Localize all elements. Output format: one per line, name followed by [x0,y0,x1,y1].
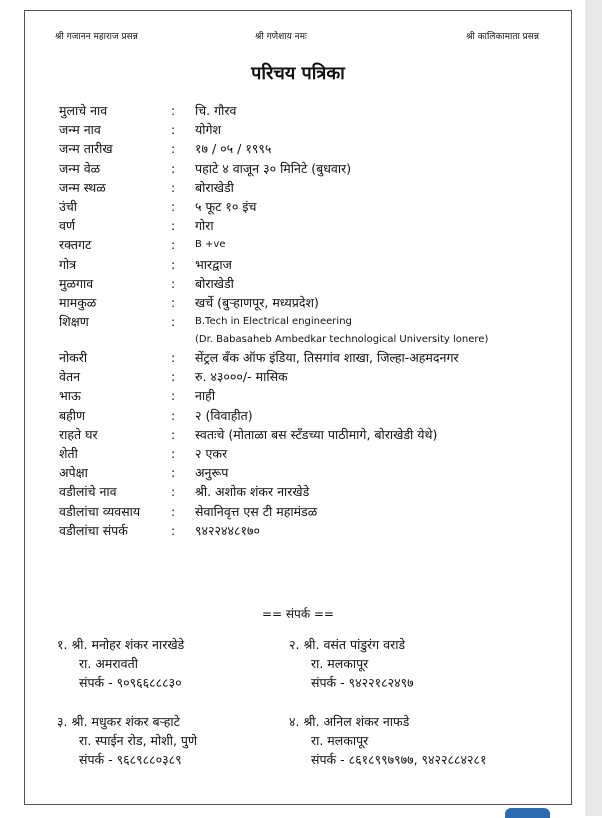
detail-label: भाऊ [59,388,81,404]
detail-separator: : [171,122,176,138]
detail-value: बोराखेडी [195,179,234,195]
detail-separator: : [171,407,176,423]
contact-name: ३. श्री. मधुकर शंकर बऱ्हाटे [57,714,180,729]
detail-separator: : [171,294,176,310]
detail-label: बहीण [59,407,86,423]
contact-phone: संपर्क - ९०९६६८८८३० [79,675,182,690]
detail-value: भारद्वाज [195,256,232,272]
detail-row [59,120,569,139]
detail-label: अपेक्षा [59,465,88,481]
detail-row [59,425,569,444]
detail-value: सेंट्रल बँक ऑफ इंडिया, तिसगांव शाखा, जिल्हा-अहमदनगर [195,350,459,366]
detail-separator: : [171,275,176,291]
detail-separator: : [171,179,176,195]
detail-label: शिक्षण [59,314,89,330]
detail-separator: : [171,198,176,214]
detail-label: वडीलांचा व्यवसाय [59,503,141,519]
contact-card [57,635,184,692]
scrollbar-track[interactable] [585,0,602,816]
detail-label: नोकरी [59,350,88,366]
detail-value: योगेश [195,122,222,138]
detail-value: गोरा [195,218,214,234]
detail-separator: : [171,160,176,176]
detail-separator: : [171,314,176,330]
detail-value: B +ve [195,239,226,251]
detail-row [59,255,569,274]
header-right: श्री कालिकामाता प्रसन्न [466,32,539,42]
detail-label: गोत्र [59,256,77,272]
detail-row [59,216,569,235]
contact-name: २. श्री. वसंत पांडुरंग वराडे [289,637,406,652]
detail-label: उंची [59,198,78,214]
detail-value: श्री. अशोक शंकर नारखेडे [195,484,310,500]
detail-label: वडीलांचे नाव [59,484,117,500]
detail-separator: : [171,369,176,385]
detail-value: २ (विवाहीत) [195,407,253,423]
detail-row [59,197,569,216]
detail-row [59,312,569,348]
detail-value: रु. ४३०००/- मासिक [195,369,288,385]
detail-separator: : [171,350,176,366]
detail-row [59,178,569,197]
detail-row [59,348,569,367]
contact-phone: संपर्क - ९६८९८८०३८९ [79,752,182,767]
detail-value: ९४२२४४८१७० [195,522,261,538]
header-left: श्री गजानन महाराज प्रसन्न [55,32,138,42]
contact-place: रा. मलकापूर [311,656,369,671]
detail-value: २ एकर [195,446,228,461]
detail-separator: : [171,426,176,442]
detail-row [59,463,569,482]
detail-value: चि. गौरव [195,103,237,118]
detail-label: वडीलांचा संपर्क [59,522,128,538]
detail-separator: : [171,141,176,157]
contacts-heading: == संपर्क == [262,607,334,621]
detail-label: मुलाचे नाव [59,103,108,118]
detail-label: जन्म वेळ [59,160,101,176]
header-center: श्री गणेशाय नमः [255,32,307,42]
contact-phone: संपर्क - ८६१८९९७९७७, ९४२२८८४२८१ [311,752,487,767]
detail-label: जन्म तारीख [59,141,113,157]
contact-place: रा. अमरावती [79,656,138,671]
detail-separator: : [171,388,176,404]
detail-label: वर्ण [59,218,75,234]
detail-label: जन्म स्थळ [59,179,106,195]
detail-value: नाही [195,388,216,404]
detail-row [59,482,569,501]
detail-row [59,521,569,540]
detail-value: खर्चे (बुऱ्हाणपूर, मध्यप्रदेश) [195,294,319,310]
detail-separator: : [171,484,176,500]
detail-row [59,367,569,386]
details-list [59,101,569,540]
detail-row [59,274,569,293]
detail-row [59,159,569,178]
detail-value: स्वतःचे (मोताळा बस स्टॅंडच्या पाठीमागे, बोराखेडी येथे) [195,426,438,442]
detail-value-extra: (Dr. Babasaheb Ambedkar technological University lonere) [195,334,489,346]
contact-name: ४. श्री. अनिल शंकर नाफडे [289,714,410,729]
detail-value: पहाटे ४ वाजून ३० मिनिटे (बुधवार) [195,160,352,176]
detail-separator: : [171,256,176,272]
detail-separator: : [171,237,176,253]
detail-row [59,502,569,521]
contact-card [289,635,414,692]
detail-row [59,444,569,463]
detail-label: रक्तगट [59,237,92,253]
detail-label: मामकुळ [59,294,97,310]
detail-label: जन्म नाव [59,122,101,138]
detail-label: वेतन [59,369,81,385]
contact-name: १. श्री. मनोहर शंकर नारखेडे [57,637,185,652]
contact-place: रा. स्पाईन रोड, मोशी, पुणे [79,733,198,748]
detail-label: राहते घर [59,426,98,442]
contact-place: रा. मलकापूर [311,733,369,748]
biodata-page [24,10,572,805]
page-title: परिचय पत्रिका [251,63,345,84]
detail-value: अनुरूप [195,465,229,481]
detail-separator: : [171,465,176,481]
detail-row [59,293,569,312]
detail-value: B.Tech in Electrical engineering [195,316,352,328]
detail-separator: : [171,503,176,519]
contact-phone: संपर्क - ९४२२१८२४९७ [311,675,414,690]
detail-separator: : [171,103,176,118]
detail-row [59,101,569,120]
contact-card [57,712,197,769]
detail-value: १७ / ०५ / १९९५ [195,141,272,157]
detail-label: मुळगाव [59,275,94,291]
detail-label: शेती [59,446,78,461]
contact-card [289,712,487,769]
detail-value: सेवानिवृत्त एस टी महामंडळ [195,503,318,519]
detail-row [59,386,569,405]
detail-row [59,406,569,425]
detail-row [59,139,569,158]
detail-separator: : [171,218,176,234]
detail-value: ५ फूट १० इंच [195,198,257,214]
detail-separator: : [171,522,176,538]
detail-row [59,235,569,254]
detail-value: बोराखेडी [195,275,234,291]
detail-separator: : [171,446,176,461]
viewer-tab[interactable] [505,808,550,818]
